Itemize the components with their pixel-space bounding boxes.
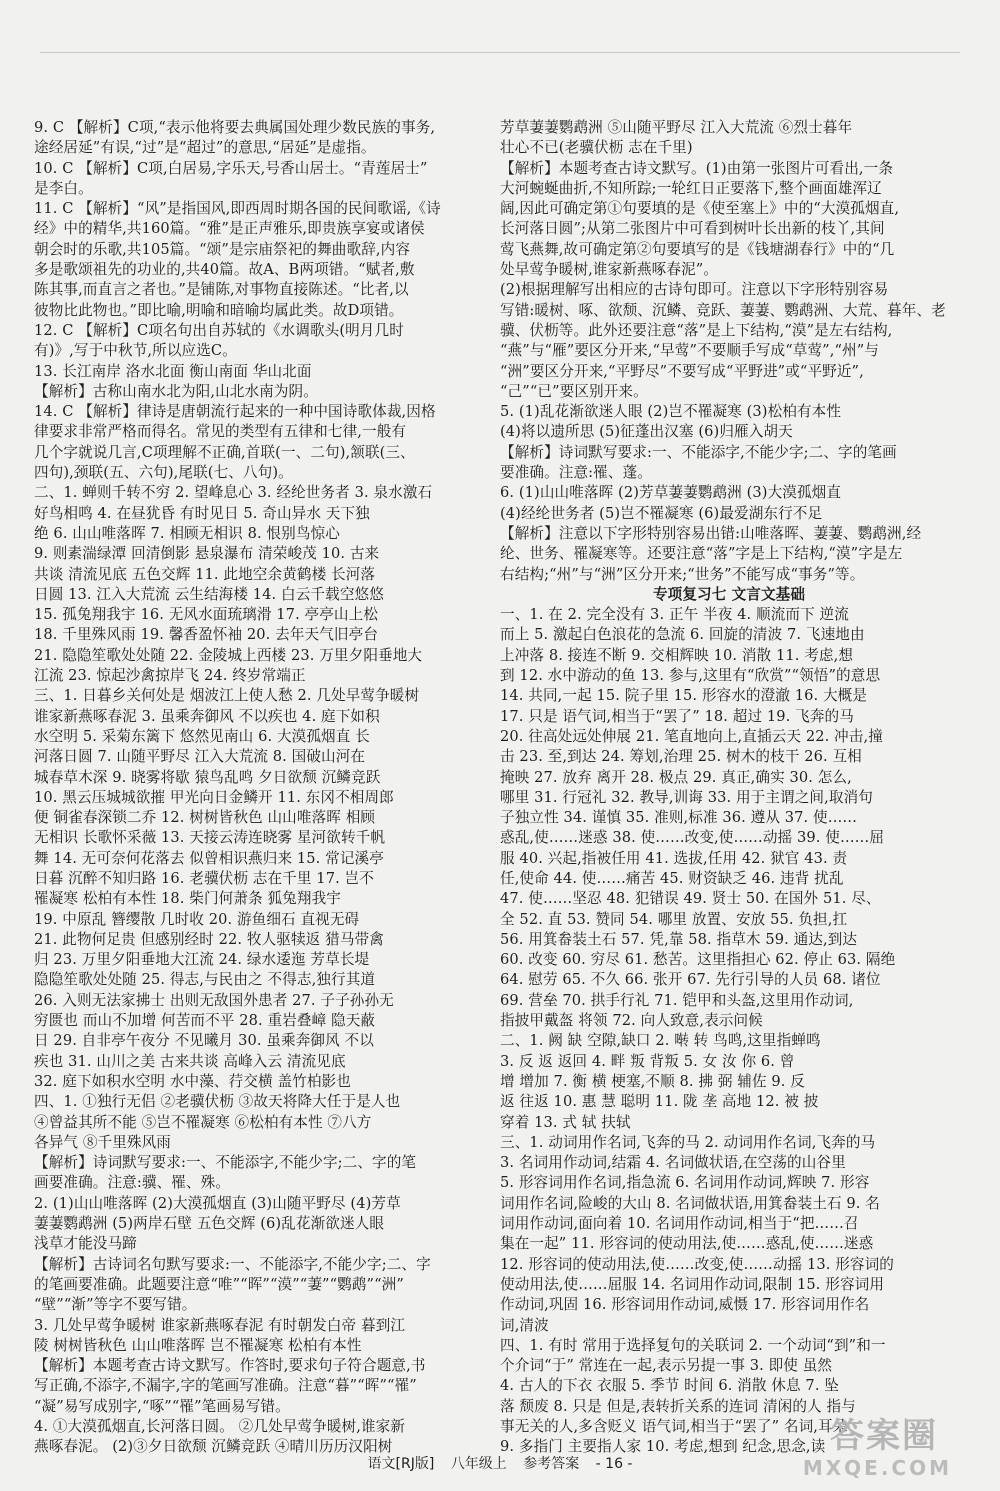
left-text-line: 谁家新燕啄春泥 3. 虽乘奔御风 不以疾也 4. 庭下如积 [34,707,380,725]
right-text-line: (4)经纶世务者 (5)岂不罹凝寒 (6)最爱湖东行不足 [500,504,823,522]
left-text-line: 32. 庭下如积水空明 水中藻、荇交横 盖竹柏影也 [34,1072,351,1090]
left-text-line: 四、1. ①独行无侣 ②老骥伏枥 ③故天将降大任于是人也 [34,1093,401,1111]
right-text-line: 穿着 13. 式 轼 扶轼 [500,1113,631,1131]
right-text-line: 子独立性 34. 谨慎 35. 准则,标准 36. 遵从 37. 使…… [500,809,858,827]
right-text-line: 词用作动词,面向着 10. 名词用作动词,相当于“把……召 [500,1215,859,1233]
right-text-line: 芳草萋萋鹦鹉洲 ⑤山随平野尽 江入大荒流 ⑥烈士暮年 [500,119,853,136]
left-text-line: 21. 此物何足贵 但感别经时 22. 牧人驱犊返 猎马带禽 [34,930,384,948]
right-text-line: 词,清波 [500,1316,549,1334]
left-text-line: 18. 千里殊风雨 19. 馨香盈怀袖 20. 去年天气旧亭台 [34,626,379,644]
right-text-line: 词用作名词,险峻的大山 8. 名词做状语,用箕畚装土石 9. 名 [500,1194,880,1212]
left-text-line: 律要求非常严格而得名。常见的类型有五律和七律,一般有 [34,423,407,441]
left-text-line: 浅草才能没马蹄 [34,1235,137,1253]
right-text-line: 大河蜿蜒曲折,不知所踪;一轮红日正要落下,整个画面雄浑辽 [500,179,882,197]
left-text-line: 9. C 【解析】C项,“表示他将要去典属国处理少数民族的事务, [34,119,436,136]
right-text-line: 专项复习七 文言文基础 [652,585,806,603]
right-text-line: 哪里 31. 行冠礼 32. 教导,训诲 33. 用于主谓之间,取消句 [500,788,873,806]
right-text-line: 6. (1)山山唯落晖 (2)芳草萋萋鹦鹉洲 (3)大漠孤烟直 [500,484,842,502]
left-text-line: 21. 隐隐笙歌处处随 22. 金陵城上西楼 23. 万里夕阳垂地大 [34,646,423,664]
left-text-line: 画要准确。注意:骥、罹、殊。 [34,1174,231,1192]
right-text-line: “洲”要区分开来,“平野尽”不要写成“平野进”或“平野近”, [500,362,864,380]
right-text-line: 4. 古人的下衣 衣服 5. 季节 时间 6. 消散 休息 7. 坠 [500,1377,839,1395]
left-text-line: 陈其事,而直言之者也。”是铺陈,对事物直接陈述。“比者,以 [34,281,409,299]
right-text-line: 64. 慰劳 65. 不久 66. 张开 67. 先行引导的人员 68. 诸位 [500,971,881,989]
right-text-line: 任,使命 44. 使……痛苦 45. 财资缺乏 46. 违背 扰乱 [500,869,844,887]
right-text-line: 服 40. 兴起,指被任用 41. 选拔,任用 42. 狱官 43. 责 [500,849,848,867]
left-text-line: 14. C 【解析】律诗是唐朝流行起来的一种中国诗歌体裁,因格 [34,403,436,421]
right-text-line: 二、1. 阙 缺 空隙,缺口 2. 啭 转 鸟鸣,这里指蝉鸣 [500,1032,821,1050]
right-text-line: 惑乱,使……迷惑 38. 使……改变,使……动摇 39. 使……屈 [500,829,885,847]
left-text-line: 三、1. 日暮乡关何处是 烟波江上使人愁 2. 几处早莺争暖树 [34,687,420,705]
right-text-line: 四、1. 有时 常用于选择复句的关联词 2. 一个动词“到”和一 [500,1336,886,1354]
left-text-line: 日圆 13. 江入大荒流 云生结海楼 14. 白云千载空悠悠 [34,585,384,603]
footer-subject: 语文[RJ版] [367,1456,435,1472]
right-text-line: 17. 只是 语气词,相当于“罢了” 18. 超过 19. 飞奔的马 [500,707,854,725]
left-text-line: 河落日圆 7. 山随平野尽 江入大荒流 8. 国破山河在 [34,748,366,766]
right-text-line: “己”“已”要区别开来。 [500,382,648,400]
right-text-line: 集在一起” 11. 形容词的使动用法,使……惑乱,使……迷惑 [500,1235,874,1253]
right-text-line: 使动用法,使……屈服 14. 名词用作动词,限制 15. 形容词用 [500,1275,885,1293]
left-text-line: 二、1. 蝉则千转不穷 2. 望峰息心 3. 经纶世务者 3. 泉水激石 [34,484,433,502]
left-text-line: 朝会时的乐歌,共105篇。“颂”是宗庙祭祀的舞曲歌辞,内容 [34,240,411,258]
left-text-line: 12. C 【解析】C项名句出自苏轼的《水调歌头(明月几时 [34,321,404,339]
watermark-text: 答案圈 [830,1416,938,1456]
left-text-line: 陵 树树皆秋色 山山唯落晖 岂不罹凝寒 松柏有本性 [34,1336,362,1354]
watermark-url: MXQE.COM [802,1456,952,1480]
left-column [34,118,462,1458]
left-text-line: 26. 入则无法家拂士 出则无敌国外患者 27. 子子孙孙无 [34,991,394,1009]
left-text-line: 日暮 沉醉不知归路 16. 老骥伏枥 志在千里 17. 岂不 [34,869,374,887]
right-text-line: “燕”与“雁”要区分开来,“早莺”不要顺手写成“草莺”,“州”与 [500,342,879,360]
right-text-line: 击 23. 至,到达 24. 筹划,治理 25. 树木的枝干 26. 互相 [500,748,862,766]
left-text-line: 多是歌颂祖先的功业的,共40篇。故A、B两项错。“赋者,敷 [34,261,415,279]
left-text-line: 归 23. 万里夕阳垂地大江流 24. 绿水逶迤 芳草长堤 [34,951,370,969]
right-text-line: 骥、伏枥等。此外还要注意“落”是上下结构,“漠”是左右结构, [500,321,893,339]
left-text-line: 【解析】诗词默写要求:一、不能添字,不能少字;二、字的笔 [34,1154,417,1172]
right-text-line: 事无关的人,多含贬义 语气词,相当于“罢了” 名词,耳朵 [500,1418,848,1435]
right-text-line: 壮心不已(老骥伏枥 志在千里) [500,139,693,157]
left-text-line: 好鸟相鸣 4. 在昼犹昏 有时见日 5. 奇山异水 天下独 [34,504,370,522]
right-text-line: 指披甲戴盔 将领 72. 向人致意,表示问候 [500,1012,763,1030]
right-text-line: 47. 使……坚忍 48. 犯错误 49. 贤士 50. 在国外 51. 尽、 [500,890,881,908]
right-text-line: 14. 共同,一起 15. 院子里 15. 形容水的澄澈 16. 大概是 [500,687,868,705]
left-text-line: 经》中的精华,共160篇。“雅”是正声雅乐,即贵族享宴或诸侯 [34,220,425,238]
right-text-line: 掩映 27. 放弃 离开 28. 极点 29. 真正,确实 30. 怎么, [500,768,852,786]
left-text-line: 罹凝寒 松柏有本性 18. 柴门何萧条 狐兔翔我宇 [34,890,341,908]
left-text-line: 【解析】本题考查古诗文默写。作答时,要求句子符合题意,书 [34,1357,426,1375]
left-text-line: 无相识 长歌怀采薇 13. 天接云涛连晓雾 星河欲转千帆 [34,829,386,847]
right-text-line: 【解析】注意以下字形特别容易出错:山唯落晖、萋萋、鹦鹉洲,经 [500,524,922,542]
right-text-line: 增 增加 7. 衡 横 梗塞,不顺 8. 拂 弼 辅佐 9. 反 [500,1072,805,1090]
footer-grade: 八年级上 [450,1456,507,1472]
right-text-line: 作动词,巩固 16. 形容词用作动词,威慑 17. 形容词用作名 [500,1296,870,1314]
left-text-line: 几个字就说几言,C项理解不正确,首联(一、二句),颔联(三、 [34,443,415,461]
left-text-line: 穷匮也 而山不加增 何苦而不平 28. 重岩叠嶂 隐天蔽 [34,1012,376,1030]
right-text-line: 5. (1)乱花渐欲迷人眼 (2)岂不罹凝寒 (3)松柏有本性 [500,403,842,421]
top-rule [40,52,960,53]
left-text-line: 10. C 【解析】C项,白居易,字乐天,号香山居士。“青莲居士” [34,159,428,177]
left-text-line: 途经居延”有误,“过”是“超过”的意思,“居延”是虚指。 [34,139,376,157]
left-text-line: 2. (1)山山唯落晖 (2)大漠孤烟直 (3)山随平野尽 (4)芳草 [34,1194,401,1212]
left-text-line: 共谈 清流见底 五色交辉 11. 此地空余黄鹤楼 长河落 [34,565,376,583]
right-text-line: 60. 改变 60. 穷尽 61. 愁苦。这里指担心 62. 停止 63. 隔绝 [500,951,896,969]
left-text-line: 是李白。 [34,179,93,197]
right-text-line: 3. 名词用作动词,结霜 4. 名词做状语,在空荡的山谷里 [500,1154,846,1172]
right-text-line: 长河落日圆”;从第二张图片中可看到树叶长出新的枝丫,其间 [500,220,885,238]
left-text-line: 19. 中原乱 簪缨散 几时收 20. 游鱼细石 直视无碍 [34,910,360,928]
right-text-line: 【解析】诗词默写要求:一、不能添字,不能少字;二、字的笔画 [500,443,897,461]
left-text-line: ④曾益其所不能 ⑤岂不罹凝寒 ⑥松柏有本性 ⑦八方 [34,1113,372,1131]
left-text-line: 燕啄春泥。 (2)③夕日欲颓 沉鳞竞跃 ④晴川历历汉阳树 [34,1438,393,1456]
right-text-line: 三、1. 动词用作名词,飞奔的马 2. 动词用作名词,飞奔的马 [500,1133,876,1151]
left-text-line: 的笔画要准确。此题要注意“唯”“晖”“漠”“萋”“鹦鹉”“洲” [34,1275,404,1293]
right-text-line: 个介词“于” 常连在一起,表示另提一事 3. 即使 虽然 [500,1357,833,1375]
left-text-line: 水空明 5. 采菊东篱下 悠然见南山 6. 大漠孤烟直 长 [34,727,370,745]
right-text-line: 5. 形容词用作名词,指急流 6. 名词用作动词,辉映 7. 形容 [500,1174,870,1192]
right-text-line: 上冲落 8. 接连不断 9. 交相辉映 10. 消散 11. 考虑,想 [500,646,854,664]
left-text-line: 舞 14. 无可奈何花落去 似曾相识燕归来 15. 常记溪亭 [34,849,384,867]
left-text-line: 江流 23. 惊起沙禽掠岸飞 24. 终岁常端正 [34,667,306,685]
left-text-line: 彼物比此物也。”即比喻,明喻和暗喻均属此类。故D项错。 [34,301,404,319]
left-text-line: 疾也 31. 山川之美 古来共谈 高峰入云 清流见底 [34,1052,346,1070]
right-text-line: 12. 形容词的使动用法,使……改变,使……动摇 13. 形容词的 [500,1255,894,1273]
left-text-line: 4. ①大漠孤烟直,长河落日圆。 ②几处早莺争暖树,谁家新 [34,1418,406,1435]
left-text-line: 9. 则素湍绿潭 回清倒影 悬泉瀑布 清荣峻茂 10. 古来 [34,545,380,563]
left-text-line: 10. 黑云压城城欲摧 甲光向日金鳞开 11. 东冈不相周郎 [34,788,394,806]
right-text-line: 莺飞燕舞,故可确定第②句要填写的是《钱塘湖春行》中的“几 [500,240,895,258]
right-text-line: (2)根据理解写出相应的古诗句即可。注意以下字形特别容易 [500,281,889,299]
right-text-line: 一、1. 在 2. 完全没有 3. 正午 半夜 4. 顺流而下 逆流 [500,606,849,624]
footer-page-number: - 16 - [595,1456,633,1472]
right-text-line: 到 12. 水中游动的鱼 13. 参与,这里有“欣赏”“领悟”的意思 [500,667,881,685]
left-text-line: 写正确,不添字,不漏字,字的笔画写准确。注意“暮”“晖”“罹” [34,1377,417,1395]
left-text-line: 3. 几处早莺争暖树 谁家新燕啄春泥 有时朝发白帝 暮到江 [34,1316,406,1334]
left-text-line: 各异气 ⑧千里殊风雨 [34,1133,171,1151]
left-text-line: 日 29. 自非亭午夜分 不见曦月 30. 虽乘奔御风 不以 [34,1032,374,1050]
left-text-line: 便 铜雀春深锁二乔 12. 树树皆秋色 山山唯落晖 相顾 [34,809,376,827]
footer-section: 参考答案 [523,1456,580,1472]
left-text-line: 有)》,写于中秋节,所以应选C。 [34,342,237,360]
right-text-line: 全 52. 直 53. 赞同 54. 哪里 放置、安放 55. 负担,扛 [500,910,848,928]
right-text-line: 69. 营垒 70. 拱手行礼 71. 铠甲和头盔,这里用作动词, [500,991,854,1009]
left-text-line: 绝 6. 山山唯落晖 7. 相顾无相识 8. 恨别鸟惊心 [34,524,340,542]
left-text-line: 【解析】古称山南水北为阳,山北水南为阴。 [34,382,318,400]
right-text-line: 【解析】本题考查古诗文默写。(1)由第一张图片可看出,一条 [500,159,894,177]
right-text-line: 56. 用箕畚装土石 57. 凭,靠 58. 指草木 59. 通达,到达 [500,930,858,948]
right-text-line: 20. 往高处远处伸展 21. 笔直地向上,直插云天 22. 冲击,撞 [500,727,883,745]
left-text-line: 【解析】古诗词名句默写要求:一、不能添字,不能少字;二、字 [34,1255,431,1273]
left-text-line: “壁”“渐”等字不要写错。 [34,1296,197,1314]
right-column [500,118,958,1458]
right-text-line: 写错:暖树、啄、欲颓、沉鳞、竞跃、萋萋、鹦鹉洲、大荒、暮年、老 [500,301,946,319]
watermark-logo [800,1408,952,1482]
left-text-line: 城春草木深 9. 晓雾将歇 猿鸟乱鸣 夕日欲颓 沉鳞竞跃 [34,768,381,786]
left-text-line: “凝”易写成别字,“啄”“罹”笔画易写错。 [34,1397,290,1415]
right-text-line: 而上 5. 激起白色浪花的急流 6. 回旋的清波 7. 飞速地由 [500,626,865,644]
right-text-line: 落 颓废 8. 只是 但是,表转折关系的连词 清闲的人 指与 [500,1397,856,1415]
left-text-line: 萋萋鹦鹉洲 (5)两岸石壁 五色交辉 (6)乱花渐欲迷人眼 [34,1215,385,1233]
left-text-line: 四句),颈联(五、六句),尾联(七、八句)。 [34,464,293,482]
right-text-line: 9. 多指门 主要指人家 10. 考虑,想到 纪念,思念,读 [500,1438,826,1456]
left-text-line: 15. 孤兔翔我宇 16. 无风水面琉璃滑 17. 亭亭山上松 [34,606,379,624]
right-text-line: 返 往返 10. 惠 慧 聪明 11. 陇 垄 高地 12. 被 披 [500,1093,819,1111]
left-text-line: 11. C 【解析】“风”是指国风,即西周时期各国的民间歌谣,《诗 [34,200,441,218]
right-text-line: 处早莺争暖树,谁家新燕啄春泥”。 [500,261,719,279]
right-text-line: 阔,因此可确定第①句要填的是《使至塞上》中的“大漠孤烟直, [500,200,900,218]
left-text-line: 13. 长江南岸 洛水北面 衡山南面 华山北面 [34,362,312,380]
right-text-line: 3. 反 返 返回 4. 畔 叛 背叛 5. 女 汝 你 6. 曾 [500,1052,795,1070]
left-text-line: 隐隐笙歌处处随 25. 得志,与民由之 不得志,独行其道 [34,971,376,989]
right-text-line: 右结构;“州”与“洲”区分开来;“世务”不能写成“事务”等。 [500,565,865,583]
right-text-line: 纶、世务、罹凝寒等。还要注意“落”字是上下结构,“漠”字是左 [500,545,903,563]
right-text-line: 要准确。注意:罹、蓬。 [500,464,652,482]
right-text-line: (4)将以遗所思 (5)征蓬出汉塞 (6)归雁入胡天 [500,423,793,441]
